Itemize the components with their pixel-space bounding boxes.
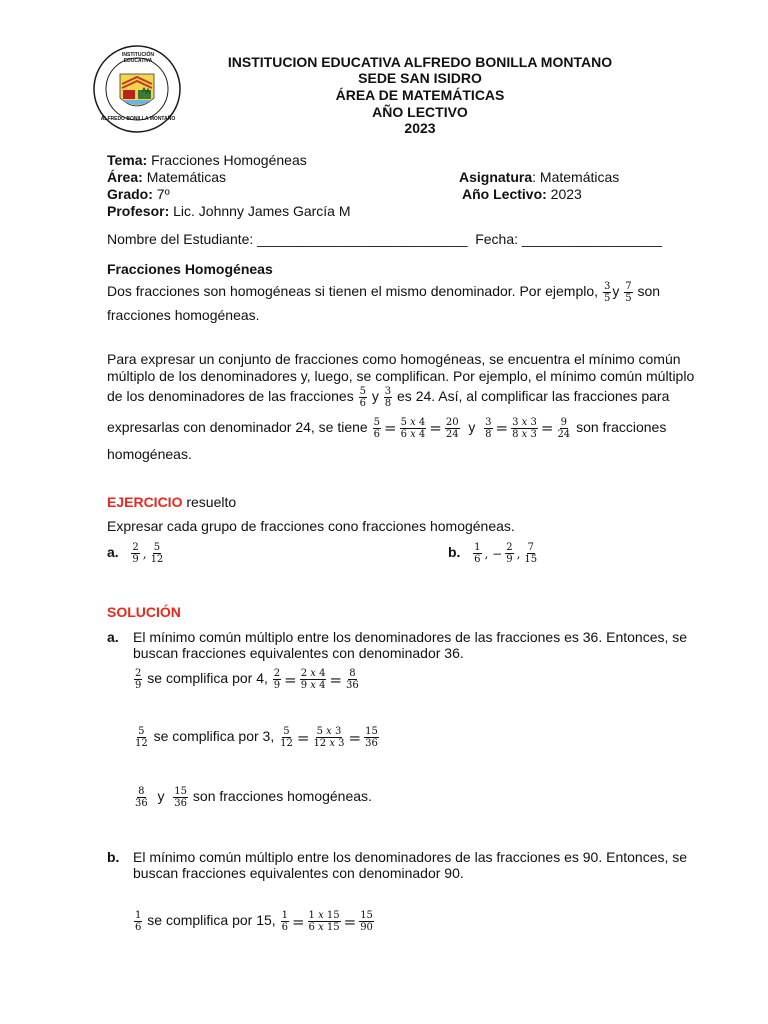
fraction-3-8: $\frac{3}{8}$ [384, 385, 392, 409]
para1-text-a: Dos fracciones son homogéneas si tienen el mismo denominador. Por ejemplo, [107, 283, 599, 299]
para1-y: y [612, 283, 620, 299]
solution-b-text2: buscan fracciones equivalentes con denominador 90. [133, 865, 464, 881]
frac-3x3: $\frac{3 x 3}{8 x 3}$ [512, 416, 537, 440]
para1-line2: fracciones homogéneas. [107, 307, 260, 323]
grado-row [107, 186, 170, 202]
exercise-title-red: EJERCICIO [107, 494, 183, 510]
solution-b-step1: $\frac{1}{6}$ se complifica por 15, $\frac{1}{6}$ = $\frac{1 x 15}{6 x 15}$ = $\frac{15}{90}$ [135, 910, 373, 933]
area-label: Área: [107, 169, 143, 185]
frac-5-12b: $\frac{5}{12}$ [135, 726, 148, 749]
year-label: AÑO LECTIVO [372, 104, 468, 120]
frac-15-36: $\frac{15}{36}$ [365, 726, 378, 749]
exercise-title [107, 494, 236, 510]
frac-8-36b: $\frac{8}{36}$ [135, 786, 148, 809]
solution-a-step2: $\frac{5}{12}$ se complifica por 3, $\frac{5}{12}$ = $\frac{5 x 3}{12 x 3}$ = $\frac{15}{36}$ [135, 726, 378, 749]
exercise-b: b. $\frac{1}{6}$ , − $\frac{2}{9}$ , $\frac{7}{15}$ [448, 542, 538, 565]
frac-3-8b: $\frac{3}{8}$ [485, 416, 492, 440]
para2-line1: Para expresar un conjunto de fracciones como homogéneas, se encuentra el mínimo común [107, 351, 681, 367]
para2-line3 [107, 385, 669, 409]
frac-2-9b: $\frac{2}{9}$ [506, 542, 513, 565]
para2-text-d: es 24. Así, al complificar las fracciones para [397, 388, 670, 404]
frac-5x4: $\frac{5 x 4}{6 x 4}$ [400, 416, 426, 440]
para2-text-f: son fracciones [576, 419, 667, 435]
year-value: 2023 [404, 120, 436, 136]
asignatura-row [459, 169, 619, 185]
para2-y: y [371, 388, 379, 404]
frac-5-12: $\frac{5}{12}$ [150, 542, 164, 565]
ano-value: 2023 [550, 186, 582, 202]
frac-20-24: $\frac{20}{24}$ [445, 416, 459, 440]
asignatura-label: Asignatura [459, 169, 533, 185]
para2-text-e: expresarlas con denominador 24, se tiene [107, 419, 368, 435]
section-title: Fracciones Homogéneas [107, 261, 273, 277]
profesor-label: Profesor: [107, 203, 170, 219]
frac-15-36b: $\frac{15}{36}$ [174, 786, 188, 809]
solution-a-text2: buscan fracciones equivalentes con denominador 36. [133, 645, 464, 661]
ano-label: Año Lectivo: [462, 186, 547, 202]
profesor-value: Lic. Johnny James García M [173, 203, 351, 219]
frac-2-9d: $\frac{2}{9}$ [273, 668, 281, 691]
solution-a-conclusion [133, 786, 372, 809]
exercise-a-label: a. [107, 544, 119, 561]
ano-row [462, 186, 582, 202]
tema-value: Fracciones Homogéneas [151, 152, 307, 168]
step2-text: se complifica por 3, [153, 728, 275, 745]
para2-y2: y [468, 419, 476, 435]
frac-1-6: $\frac{1}{6}$ [474, 542, 481, 565]
grado-value: 7º [156, 186, 170, 202]
frac-9-24: $\frac{9}{24}$ [557, 416, 571, 440]
frac-7-15: $\frac{7}{15}$ [524, 542, 538, 565]
para2-line5: homogéneas. [107, 446, 192, 462]
b-step1-text: se complifica por 15, [147, 912, 276, 929]
concl-text: son fracciones homogéneas. [192, 788, 372, 805]
exercise-b-label: b. [448, 544, 461, 561]
solution-a-text1: El mínimo común múltiplo entre los denominadores de las fracciones es 36. Entonces, se [133, 629, 688, 645]
site-name: SEDE SAN ISIDRO [358, 70, 482, 86]
area-row [107, 169, 226, 185]
frac-1x15: $\frac{1 x 15}{6 x 15}$ [308, 910, 340, 933]
para1-line1 [107, 280, 660, 304]
asignatura-value: : Matemáticas [532, 169, 620, 185]
exercise-a: a. $\frac{2}{9}$ , $\frac{5}{12}$ [107, 542, 164, 565]
student-name-line: Nombre del Estudiante: ___________________________ Fecha: __________________ [107, 231, 663, 247]
profesor-row [107, 203, 351, 219]
frac-1-6c: $\frac{1}{6}$ [281, 910, 288, 933]
logo-text-top: INSTITUCIÓN EDUCATIVA [122, 52, 154, 64]
logo-text-bottom: ALFREDO BONILLA MONTAÑO [100, 116, 176, 122]
area-value: Matemáticas [146, 169, 227, 185]
frac-2x4: $\frac{2 x 4}{9 x 4}$ [300, 668, 326, 691]
solution-title: SOLUCIÓN [107, 604, 181, 620]
exercise-prompt: Expresar cada grupo de fracciones cono fracciones homogéneas. [107, 518, 515, 534]
para2-line4: expresarlas con denominador 24, se tiene $\frac{5}{6}$ = $\frac{5 x 4}{6 x 4}$ = $\frac{20}{24}$ y $\frac{3}{8}$ = $\frac{3 x 3}{8 x 3}$ = $\frac{9}{24}$ son fracciones [107, 416, 667, 440]
institution-name: INSTITUCION EDUCATIVA ALFREDO BONILLA MONTANO [227, 54, 613, 70]
step1-text: se complifica por 4, [147, 670, 268, 687]
area-name: ÁREA DE MATEMÁTICAS [335, 87, 505, 103]
frac-5-6b: $\frac{5}{6}$ [373, 416, 380, 440]
solution-b-label: b. [107, 849, 120, 865]
concl-y: y [157, 788, 165, 805]
tema-label: Tema: [107, 152, 148, 168]
solution-a-step1: $\frac{2}{9}$ se complifica por 4, $\frac{2}{9}$ = $\frac{2 x 4}{9 x 4}$ = $\frac{8}{36}$ [135, 668, 359, 691]
fraction-3-5: $\frac{3}{5}$ [603, 280, 611, 304]
solution-a-label: a. [107, 629, 119, 645]
frac-5-12c: $\frac{5}{12}$ [280, 726, 293, 749]
grado-label: Grado: [107, 186, 153, 202]
fraction-5-6: $\frac{5}{6}$ [359, 385, 366, 409]
tema-row [107, 152, 307, 168]
exercise-title-rest: resuelto [182, 494, 237, 510]
solution-b-text1: El mínimo común múltiplo entre los denominadores de las fracciones es 90. Entonces, se [133, 849, 688, 865]
para1-text-b: son [637, 283, 661, 299]
frac-2-9c: $\frac{2}{9}$ [135, 668, 142, 691]
frac-8-36: $\frac{8}{36}$ [346, 668, 359, 691]
para2-line2: múltiplo de los denominadores y, luego, se complifican. Por ejemplo, el mínimo común múltiplo [107, 368, 695, 384]
para2-text-c: de los denominadores de las fracciones [107, 388, 354, 404]
frac-1-6b: $\frac{1}{6}$ [135, 910, 142, 933]
frac-2-9: $\frac{2}{9}$ [132, 542, 139, 565]
fraction-7-5: $\frac{7}{5}$ [625, 280, 632, 304]
frac-15-90: $\frac{15}{90}$ [360, 910, 373, 933]
frac-5x3: $\frac{5 x 3}{12 x 3}$ [313, 726, 345, 749]
